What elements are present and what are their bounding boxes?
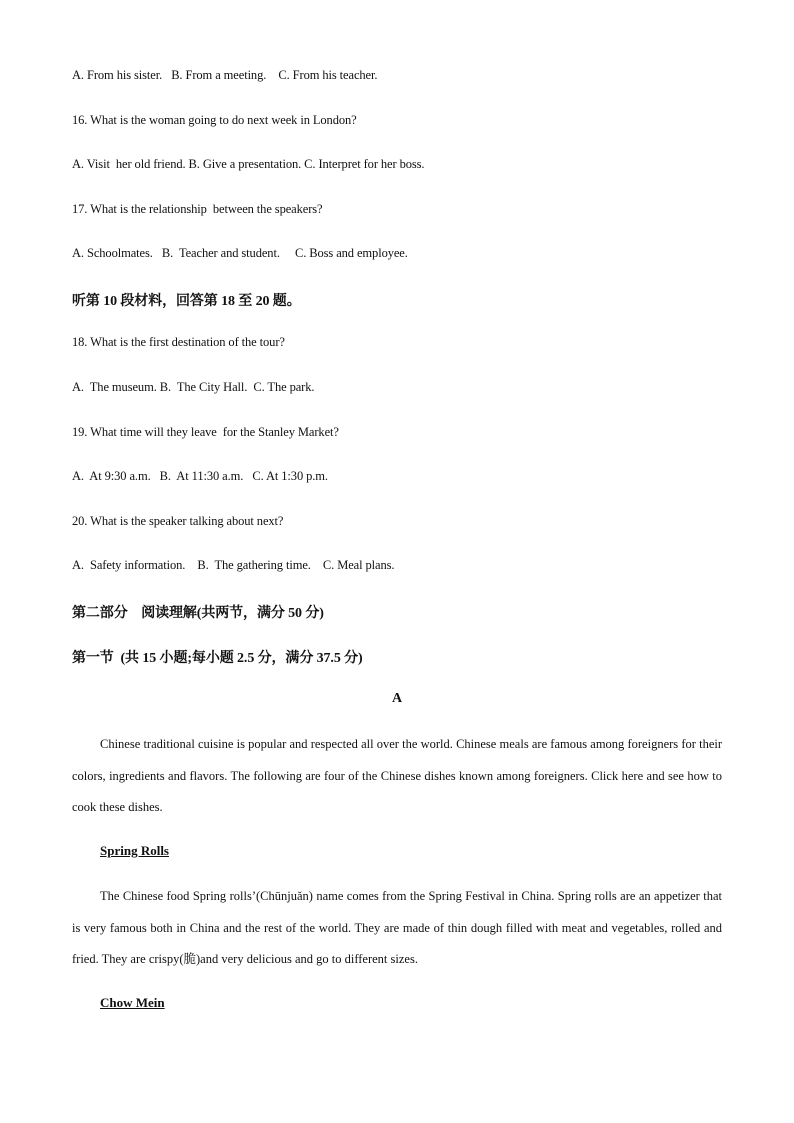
question-19: 19. What time will they leave for the Stanley Market? (72, 425, 339, 439)
question-17: 17. What is the relationship between the speakers? (72, 202, 323, 216)
section-1-heading: 第一节 (共 15 小题;每小题 2.5 分，满分 37.5 分) (72, 651, 363, 666)
q19-options: A. At 9:30 a.m. B. At 11:30 a.m. C. At 1:30 p.m. (72, 469, 328, 483)
part-2-heading: 第二部分 阅读理解(共两节，满分 50 分) (72, 606, 324, 621)
spring-rolls-paragraph: The Chinese food Spring rolls’(Chūnjuǎn) name comes from the Spring Festival in China. Spring rolls are an appetizer that is very famous both in China and the rest of the world. They are made of thin dough filled with meat and vegetables, rolled and fried. They are crispy(脆)and very delicious and go to different sizes. (72, 889, 722, 966)
spring-rolls-heading: Spring Rolls (100, 843, 169, 858)
passage-intro: Chinese traditional cuisine is popular and respected all over the world. Chinese meals are famous among foreigners for their colors, ingredients and flavors. The following are four of the Chinese dishes known among foreigners. Click here and see how to cook these dishes. (72, 737, 722, 814)
question-20: 20. What is the speaker talking about next? (72, 514, 284, 528)
passage-label: A (391, 691, 403, 706)
chow-mein-heading: Chow Mein (100, 995, 165, 1010)
q18-options: A. The museum. B. The City Hall. C. The park. (72, 380, 315, 394)
q15-options: A. From his sister. B. From a meeting. C. From his teacher. (72, 68, 378, 82)
question-18: 18. What is the first destination of the tour? (72, 335, 285, 349)
q17-options: A. Schoolmates. B. Teacher and student. C. Boss and employee. (72, 246, 408, 260)
q16-options: A. Visit her old friend. B. Give a presentation. C. Interpret for her boss. (72, 157, 425, 171)
question-16: 16. What is the woman going to do next week in London? (72, 113, 357, 127)
section-10-heading: 听第 10 段材料，回答第 18 至 20 题。 (72, 294, 301, 309)
q20-options: A. Safety information. B. The gathering time. C. Meal plans. (72, 558, 395, 572)
